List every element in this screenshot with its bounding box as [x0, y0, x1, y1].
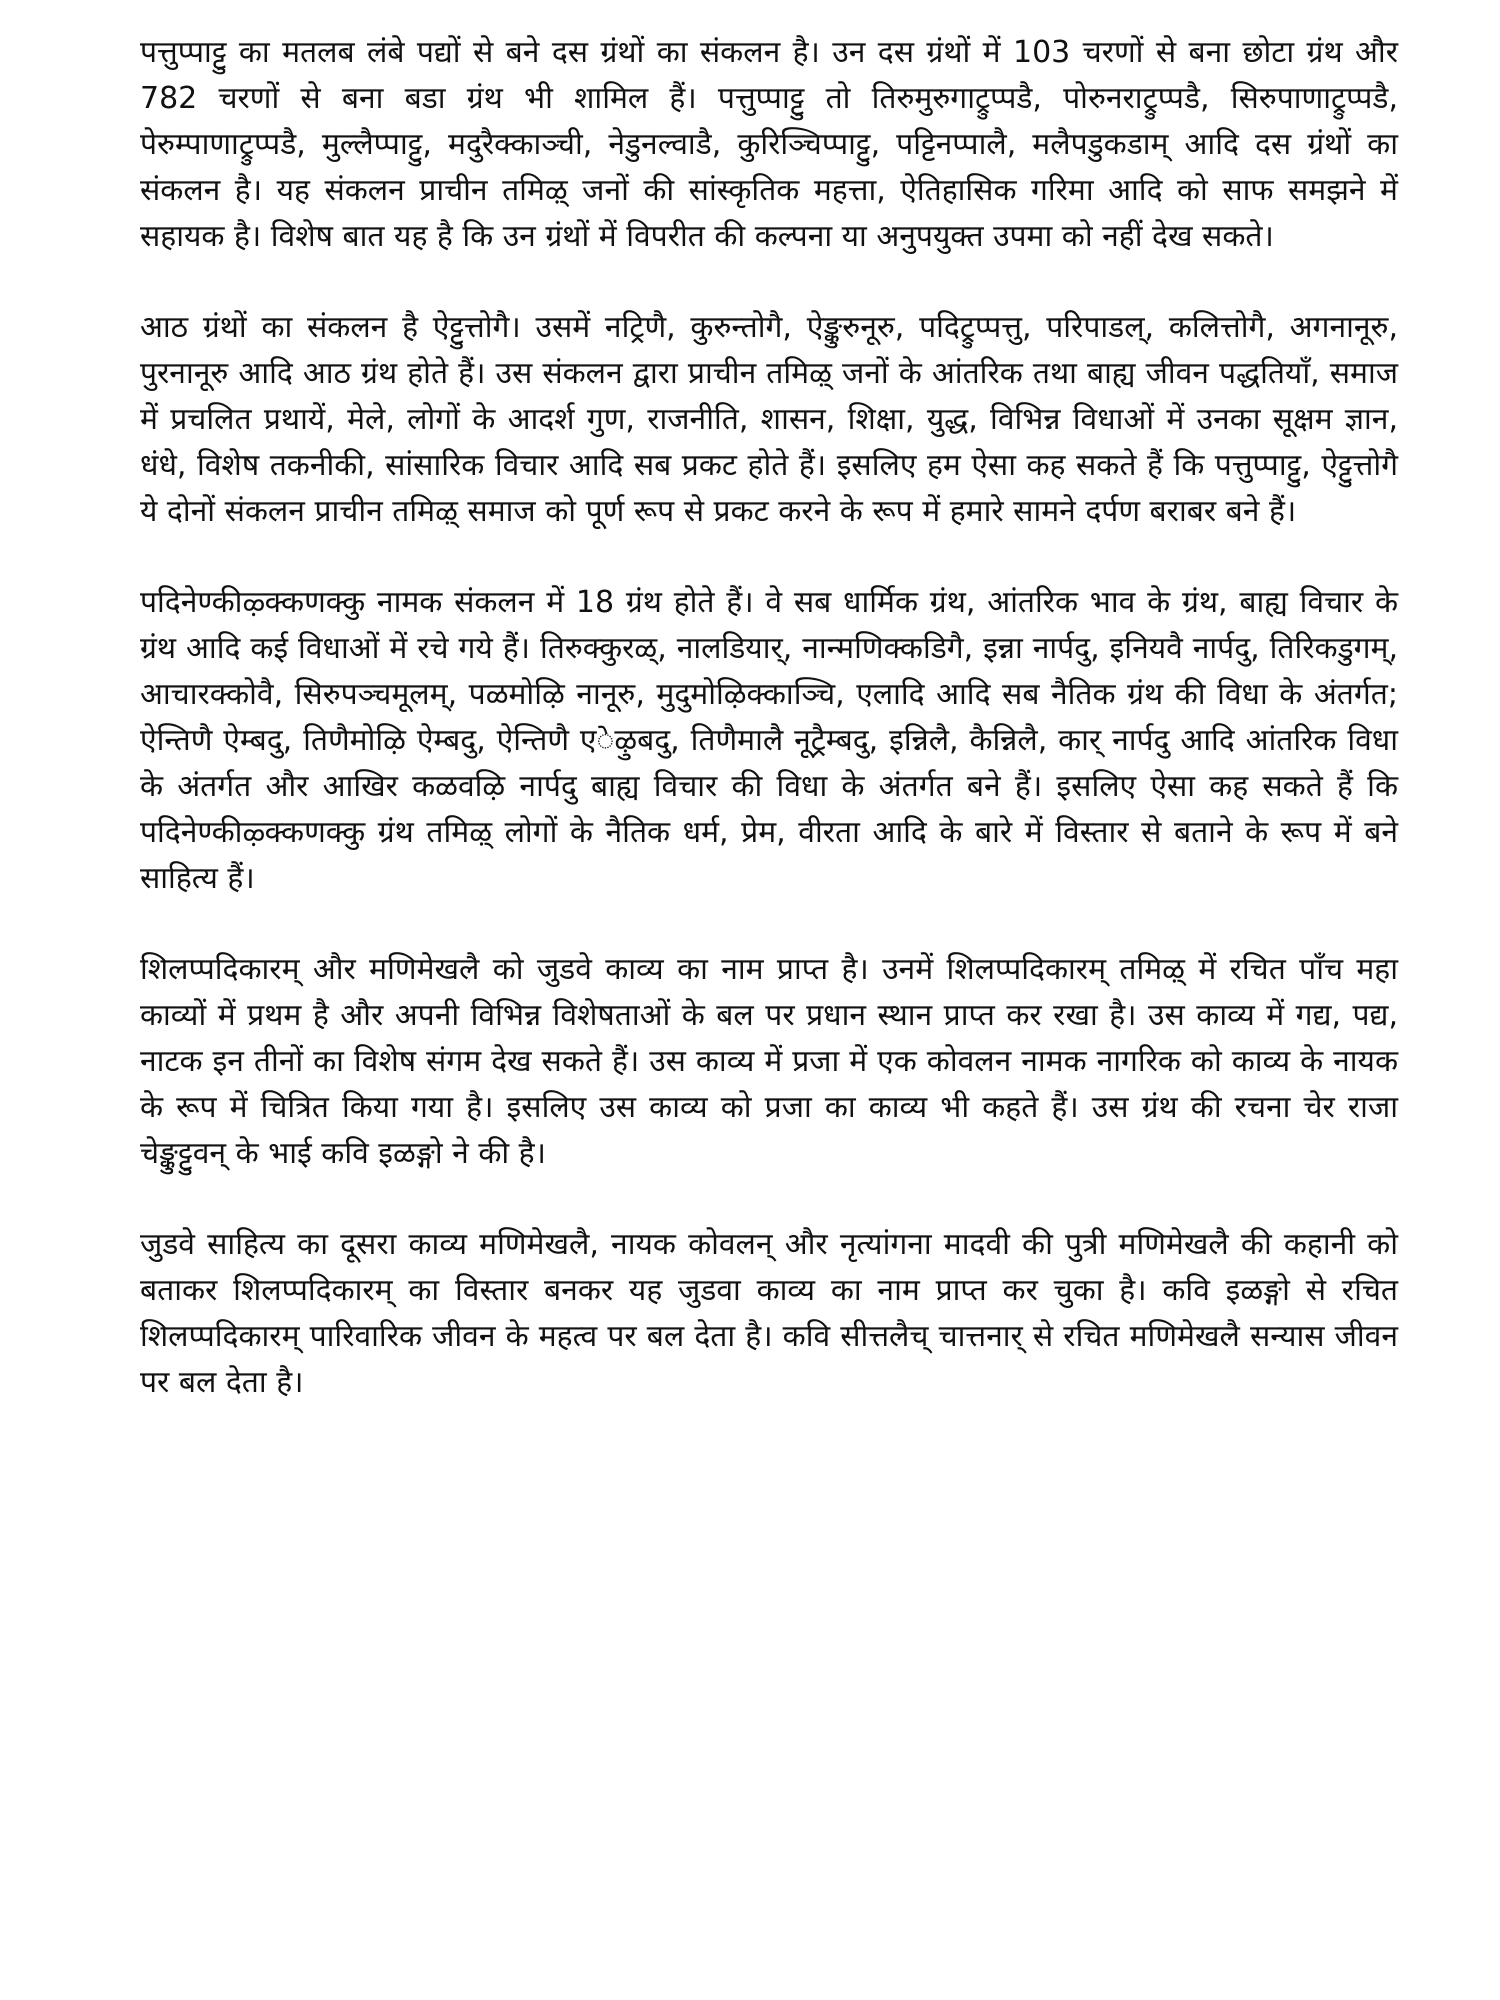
paragraph-ettuttogai: आठ ग्रंथों का संकलन है ऐट्टुत्तोगै। उसमें नट्रिणै, कुरुन्तोगै, ऐङ्कुरुनूरु, पदिट्रुप्पत्तु, परिपाडल्, कलित्तोगै, अगनानूरु, पुरनानूरु आदि आठ ग्रंथ होते हैं। उस संकलन द्वारा प्राचीन तमिऴ् जनों के आंतरिक तथा बाह्य जीवन पद्धतियाँ, समाज में प्रचलित प्रथायें, मेले, लोगों के आदर्श गुण, राजनीति, शासन, शिक्षा, युद्ध, विभिन्न विधाओं में उनका सूक्षम ज्ञान, धंधे, विशेष तकनीकी, सांसारिक विचार आदि सब प्रकट होते हैं। इसलिए हम ऐसा कह सकते हैं कि पत्तुप्पाट्टु, ऐट्टुत्तोगै ये दोनों संकलन प्राचीन तमिऴ् समाज को पूर्ण रूप से प्रकट करने के रूप में हमारे सामने दर्पण बराबर बने हैं। [140, 310, 1398, 529]
document-page [140, 30, 1398, 1406]
paragraph-padinenkilkkanakku: पदिनेण्कीऴ्क्कणक्कु नामक संकलन में 18 ग्रंथ होते हैं। वे सब धार्मिक ग्रंथ, आंतरिक भाव के ग्रंथ, बाह्य विचार के ग्रंथ आदि कई विधाओं में रचे गये हैं। तिरुक्कुरळ्, नालडियार्, नान्मणिक्कडिगै, इन्ना नार्पदु, इनियवै नार्पदु, तिरिकडुगम्, आचारक्कोवै, सिरुपञ्चमूलम्, पळमोऴि नानूरु, मुदुमोऴिक्काञ्चि, एलादि आदि सब नैतिक ग्रंथ की विधा के अंतर्गत; ऐन्तिणै ऐम्बदु, तिणैमोऴि ऐम्बदु, ऐन्तिणै एेऴुबदु, तिणैमालै नूट्रैम्बदु, इन्निलै, कैन्निलै, कार् नार्पदु आदि आंतरिक विधा के अंतर्गत और आखिर कळवऴि नार्पदु बाह्य विचार की विधा के अंतर्गत बने हैं। इसलिए ऐसा कह सकते हैं कि पदिनेण्कीऴ्क्कणक्कु ग्रंथ तमिऴ् लोगों के नैतिक धर्म, प्रेम, वीरता आदि के बारे में विस्तार से बताने के रूप में बने साहित्य हैं। [140, 585, 1398, 896]
paragraph-pattuppattu: पत्तुप्पाट्टु का मतलब लंबे पद्यों से बने दस ग्रंथों का संकलन है। उन दस ग्रंथों में 103 चरणों से बना छोटा ग्रंथ और 782 चरणों से बना बडा ग्रंथ भी शामिल हैं। पत्तुप्पाट्टु तो तिरुमुरुगाट्रुप्पडै, पोरुनराट्रुप्पडै, सिरुपाणाट्रुप्पडै, पेरुम्पाणाट्रुप्पडै, मुल्लैप्पाट्टु, मदुरैक्काञ्ची, नेडुनल्वाडै, कुरिञ्चिप्पाट्टु, पट्टिनप्पालै, मलैपडुकडाम् आदि दस ग्रंथों का संकलन है। यह संकलन प्राचीन तमिऴ् जनों की सांस्कृतिक महत्ता, ऐतिहासिक गरिमा आदि को साफ समझने में सहायक है। विशेष बात यह है कि उन ग्रंथों में विपरीत की कल्पना या अनुपयुक्त उपमा को नहीं देख सकते। [140, 35, 1398, 254]
paragraph-silappadikaram: शिलप्पदिकारम् और मणिमेखलै को जुडवे काव्य का नाम प्राप्त है। उनमें शिलप्पदिकारम् तमिऴ् में रचित पाँच महा काव्यों में प्रथम है और अपनी विभिन्न विशेषताओं के बल पर प्रधान स्थान प्राप्त कर रखा है। उस काव्य में गद्य, पद्य, नाटक इन तीनों का विशेष संगम देख सकते हैं। उस काव्य में प्रजा में एक कोवलन नामक नागरिक को काव्य के नायक के रूप में चित्रित किया गया है। इसलिए उस काव्य को प्रजा का काव्य भी कहते हैं। उस ग्रंथ की रचना चेर राजा चेङ्कुट्टुवन् के भाई कवि इळङ्गो ने की है। [140, 952, 1398, 1171]
paragraph-manimekalai: जुडवे साहित्य का दूसरा काव्य मणिमेखलै, नायक कोवलन् और नृत्यांगना मादवी की पुत्री मणिमेखलै की कहानी को बताकर शिलप्पदिकारम् का विस्तार बनकर यह जुडवा काव्य का नाम प्राप्त कर चुका है। कवि इळङ्गो से रचित शिलप्पदिकारम् पारिवारिक जीवन के महत्व पर बल देता है। कवि सीत्तलैच् चात्तनार् से रचित मणिमेखलै सन्यास जीवन पर बल देता है। [140, 1227, 1398, 1400]
